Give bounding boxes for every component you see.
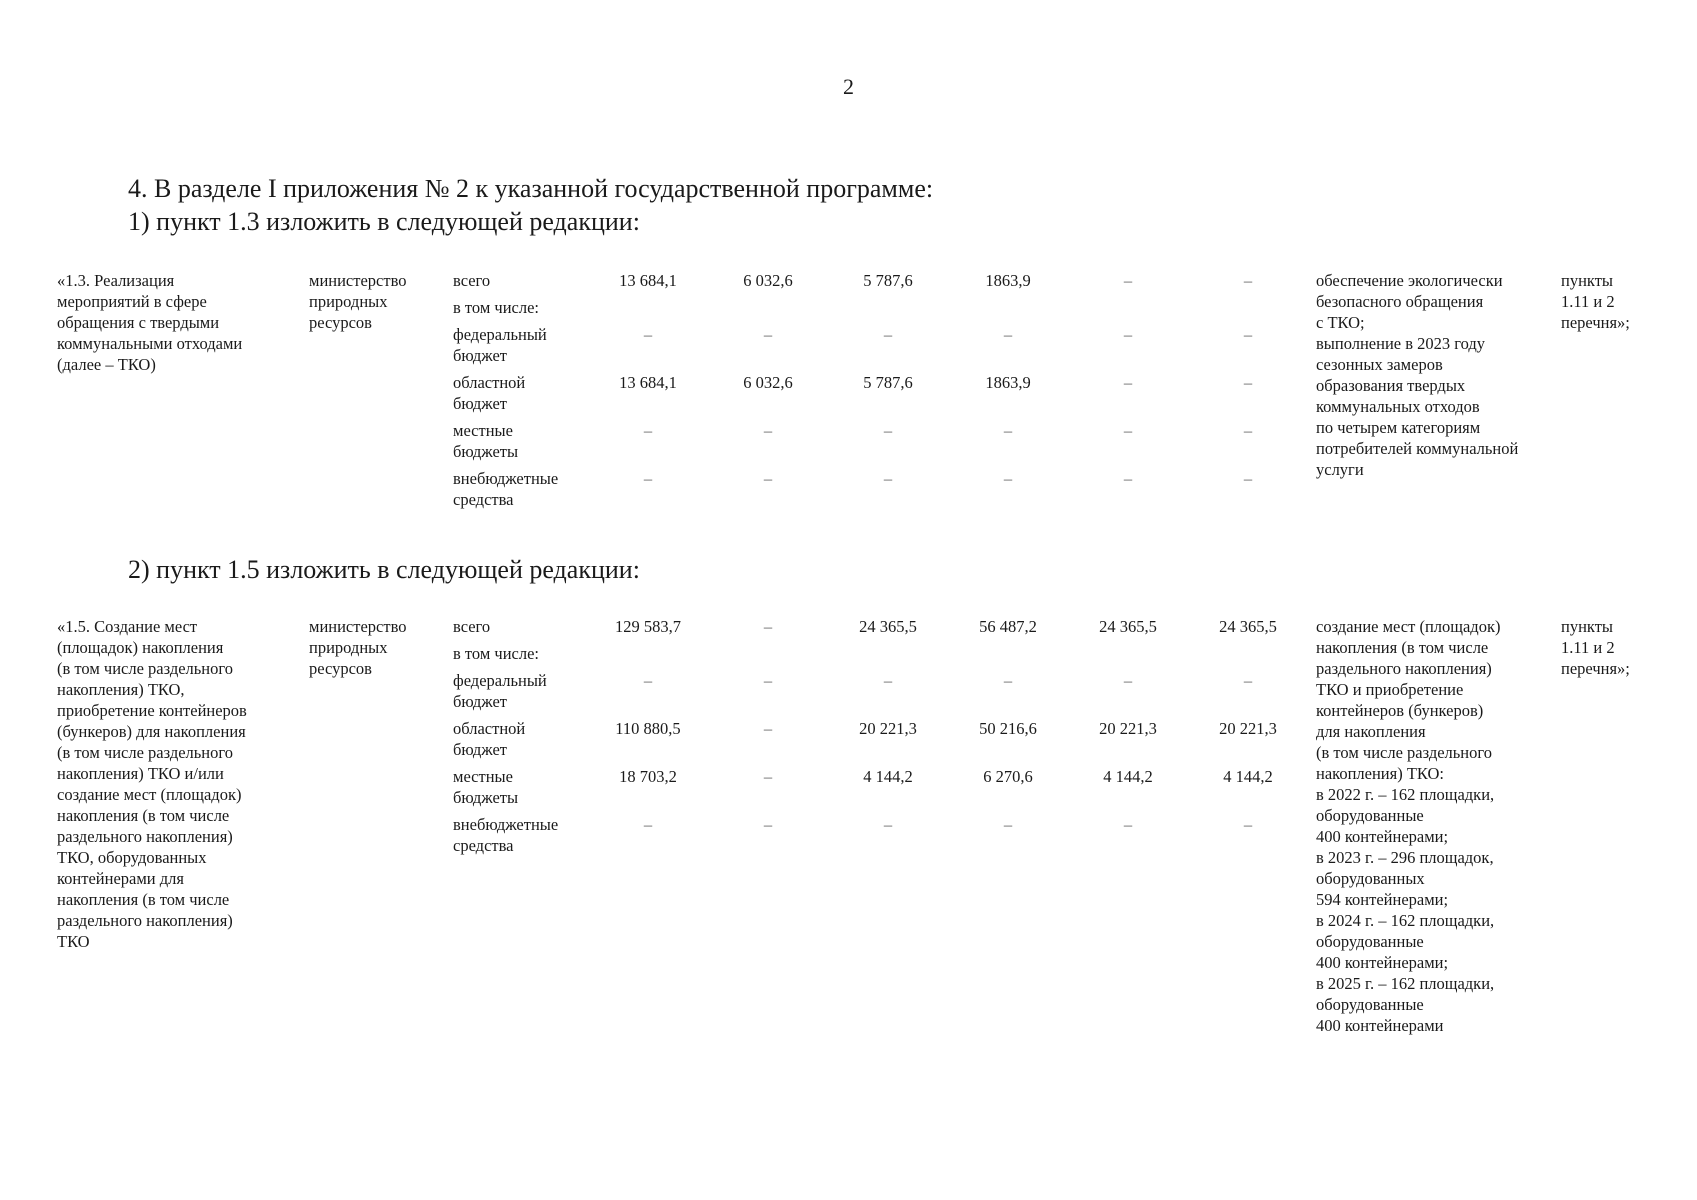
- funding-value: 13 684,1: [619, 373, 677, 392]
- funding-value: –: [643, 325, 653, 344]
- responsible-line: министерство: [309, 271, 407, 290]
- expected-result-line: накопления (в том числе: [1316, 638, 1489, 657]
- funding-value: 20 221,3: [1219, 719, 1277, 738]
- funding-value: –: [1123, 421, 1133, 440]
- funding-value: 24 365,5: [859, 617, 917, 636]
- expected-result-line: 400 контейнерами: [1316, 1016, 1444, 1035]
- funding-value: 1863,9: [985, 373, 1031, 392]
- expected-result-line: коммунальных отходов: [1316, 397, 1480, 416]
- funding-value: –: [1003, 671, 1013, 690]
- funding-value: 50 216,6: [979, 719, 1037, 738]
- funding-source-line: бюджет: [453, 346, 507, 365]
- funding-value: 129 583,7: [615, 617, 681, 636]
- funding-source-line: внебюджетные: [453, 469, 559, 488]
- expected-result-line: 594 контейнерами;: [1316, 890, 1449, 909]
- expected-result-line: накопления) ТКО:: [1316, 764, 1445, 783]
- funding-source-line: бюджет: [453, 692, 507, 711]
- expected-result-line: раздельного накопления): [1316, 659, 1492, 678]
- expected-result-line: оборудованные: [1316, 995, 1424, 1014]
- funding-value: –: [763, 617, 773, 636]
- measure-name-line: раздельного накопления): [57, 827, 233, 846]
- measure-name-line: создание мест (площадок): [57, 785, 242, 804]
- funding-value: –: [883, 469, 893, 488]
- indicator-reference-line: перечня»;: [1561, 313, 1630, 332]
- responsible-line: министерство: [309, 617, 407, 636]
- expected-result-line: образования твердых: [1316, 376, 1466, 395]
- funding-value: 24 365,5: [1099, 617, 1157, 636]
- indicator-reference-line: перечня»;: [1561, 659, 1630, 678]
- expected-result-line: для накопления: [1316, 722, 1426, 741]
- funding-value: 20 221,3: [859, 719, 917, 738]
- measure-name-line: накопления (в том числе: [57, 806, 230, 825]
- funding-value: 5 787,6: [863, 271, 913, 290]
- funding-value: –: [1123, 815, 1133, 834]
- funding-source-label: [453, 324, 583, 366]
- funding-value: 1863,9: [985, 271, 1031, 290]
- responsible-line: природных: [309, 292, 388, 311]
- measure-name-line: (бункеров) для накопления: [57, 722, 246, 741]
- funding-source-line: бюджеты: [453, 788, 519, 807]
- funding-source-label: [453, 468, 583, 510]
- funding-source-label: [453, 718, 583, 760]
- expected-result-line: оборудованные: [1316, 932, 1424, 951]
- funding-source-label: [453, 670, 583, 712]
- expected-result-line: в 2024 г. – 162 площадки,: [1316, 911, 1495, 930]
- measure-name-line: (площадок) накопления: [57, 638, 224, 657]
- funding-value: –: [1243, 421, 1253, 440]
- funding-source-line: внебюджетные: [453, 815, 559, 834]
- funding-value: –: [1003, 325, 1013, 344]
- funding-value: 6 032,6: [743, 373, 793, 392]
- measure-name-line: (в том числе раздельного: [57, 659, 233, 678]
- expected-result-line: 400 контейнерами;: [1316, 827, 1449, 846]
- measure-name-line: контейнерами для: [57, 869, 184, 888]
- expected-result-line: выполнение в 2023 году: [1316, 334, 1486, 353]
- indicator-reference-line: 1.11 и 2: [1561, 292, 1615, 311]
- funding-value: –: [1003, 421, 1013, 440]
- measure-name-line: раздельного накопления): [57, 911, 233, 930]
- expected-result-line: обеспечение экологически: [1316, 271, 1503, 290]
- measure-name-line: накопления) ТКО и/или: [57, 764, 224, 783]
- funding-value: –: [643, 469, 653, 488]
- expected-result-line: контейнеров (бункеров): [1316, 701, 1484, 720]
- funding-source-label: [453, 270, 583, 291]
- funding-value: –: [763, 325, 773, 344]
- expected-result-line: 400 контейнерами;: [1316, 953, 1449, 972]
- funding-value: –: [763, 469, 773, 488]
- funding-value: 56 487,2: [979, 617, 1037, 636]
- funding-source-line: бюджеты: [453, 442, 519, 461]
- funding-source-line: всего: [453, 271, 491, 290]
- funding-value: 20 221,3: [1099, 719, 1157, 738]
- funding-source-line: средства: [453, 490, 514, 509]
- measure-name-line: приобретение контейнеров: [57, 701, 247, 720]
- funding-value: –: [1243, 815, 1253, 834]
- funding-value: –: [1243, 325, 1253, 344]
- funding-value: –: [883, 671, 893, 690]
- measure-name: [57, 270, 287, 375]
- funding-value: 18 703,2: [619, 767, 677, 786]
- funding-value: –: [883, 815, 893, 834]
- funding-value: –: [763, 815, 773, 834]
- responsible-line: ресурсов: [309, 313, 372, 332]
- funding-value: –: [763, 421, 773, 440]
- expected-result-line: (в том числе раздельного: [1316, 743, 1492, 762]
- funding-value: –: [883, 421, 893, 440]
- funding-value: –: [1243, 671, 1253, 690]
- funding-value: 4 144,2: [1223, 767, 1273, 786]
- funding-value: –: [1003, 469, 1013, 488]
- expected-result-line: в 2022 г. – 162 площадки,: [1316, 785, 1495, 804]
- heading-section-4: 4. В разделе I приложения № 2 к указанной государственной программе:: [128, 174, 934, 203]
- expected-result-line: оборудованные: [1316, 806, 1424, 825]
- responsible-executor: [309, 616, 439, 679]
- responsible-line: ресурсов: [309, 659, 372, 678]
- funding-source-line: федеральный: [453, 671, 547, 690]
- funding-value: –: [1243, 373, 1253, 392]
- funding-value: 24 365,5: [1219, 617, 1277, 636]
- funding-value: –: [1003, 815, 1013, 834]
- heading-item-2: 2) пункт 1.5 изложить в следующей редакции:: [128, 555, 640, 584]
- measure-name: [57, 616, 287, 952]
- measure-name-line: ТКО: [57, 932, 90, 951]
- heading-item-1: 1) пункт 1.3 изложить в следующей редакции:: [128, 207, 640, 236]
- funding-source-label: [453, 814, 583, 856]
- expected-result-line: создание мест (площадок): [1316, 617, 1501, 636]
- funding-value: 4 144,2: [1103, 767, 1153, 786]
- funding-source-label: [453, 616, 583, 637]
- funding-value: –: [763, 719, 773, 738]
- funding-source-line: областной: [453, 373, 526, 392]
- indicator-reference: [1561, 270, 1671, 333]
- funding-value: –: [1123, 271, 1133, 290]
- expected-result-line: оборудованных: [1316, 869, 1425, 888]
- funding-source-line: бюджет: [453, 740, 507, 759]
- measure-name-line: обращения с твердыми: [57, 313, 220, 332]
- funding-value: –: [1243, 271, 1253, 290]
- page-number: 2: [843, 74, 854, 99]
- measure-name-line: «1.3. Реализация: [57, 271, 175, 290]
- funding-value: –: [643, 671, 653, 690]
- measure-name-line: (далее – ТКО): [57, 355, 156, 374]
- funding-source-line: местные: [453, 421, 513, 440]
- expected-result: [1316, 270, 1556, 480]
- expected-result-line: потребителей коммунальной: [1316, 439, 1519, 458]
- expected-result-line: сезонных замеров: [1316, 355, 1443, 374]
- expected-result: [1316, 616, 1556, 1036]
- measure-name-line: коммунальными отходами: [57, 334, 243, 353]
- funding-source-line: местные: [453, 767, 513, 786]
- funding-source-label: [453, 372, 583, 414]
- expected-result-line: услуги: [1316, 460, 1364, 479]
- funding-source-line: бюджет: [453, 394, 507, 413]
- expected-result-line: в 2025 г. – 162 площадки,: [1316, 974, 1495, 993]
- funding-source-label: [453, 766, 583, 808]
- funding-value: 4 144,2: [863, 767, 913, 786]
- funding-value: –: [1243, 469, 1253, 488]
- funding-value: –: [1123, 469, 1133, 488]
- measure-name-line: накопления (в том числе: [57, 890, 230, 909]
- funding-source-label: [453, 643, 583, 664]
- funding-value: 6 032,6: [743, 271, 793, 290]
- expected-result-line: по четырем категориям: [1316, 418, 1481, 437]
- funding-value: –: [763, 671, 773, 690]
- funding-value: 13 684,1: [619, 271, 677, 290]
- funding-value: –: [643, 421, 653, 440]
- responsible-executor: [309, 270, 439, 333]
- measure-name-line: накопления) ТКО,: [57, 680, 185, 699]
- indicator-reference-line: пункты: [1561, 617, 1614, 636]
- expected-result-line: ТКО и приобретение: [1316, 680, 1464, 699]
- measure-name-line: ТКО, оборудованных: [57, 848, 207, 867]
- funding-value: –: [1123, 373, 1133, 392]
- funding-source-line: в том числе:: [453, 644, 540, 663]
- responsible-line: природных: [309, 638, 388, 657]
- expected-result-line: безопасного обращения: [1316, 292, 1484, 311]
- funding-value: –: [1123, 325, 1133, 344]
- measure-name-line: (в том числе раздельного: [57, 743, 233, 762]
- funding-source-line: федеральный: [453, 325, 547, 344]
- funding-source-line: в том числе:: [453, 298, 540, 317]
- expected-result-line: с ТКО;: [1316, 313, 1365, 332]
- funding-source-line: средства: [453, 836, 514, 855]
- funding-value: –: [643, 815, 653, 834]
- funding-value: –: [1123, 671, 1133, 690]
- measure-name-line: «1.5. Создание мест: [57, 617, 198, 636]
- funding-source-label: [453, 420, 583, 462]
- measure-name-line: мероприятий в сфере: [57, 292, 207, 311]
- funding-value: –: [763, 767, 773, 786]
- funding-value: 6 270,6: [983, 767, 1033, 786]
- indicator-reference-line: 1.11 и 2: [1561, 638, 1615, 657]
- funding-source-label: [453, 297, 583, 318]
- funding-value: –: [883, 325, 893, 344]
- funding-source-line: областной: [453, 719, 526, 738]
- indicator-reference: [1561, 616, 1671, 679]
- expected-result-line: в 2023 г. – 296 площадок,: [1316, 848, 1494, 867]
- funding-value: 5 787,6: [863, 373, 913, 392]
- funding-value: 110 880,5: [615, 719, 681, 738]
- indicator-reference-line: пункты: [1561, 271, 1614, 290]
- funding-source-line: всего: [453, 617, 491, 636]
